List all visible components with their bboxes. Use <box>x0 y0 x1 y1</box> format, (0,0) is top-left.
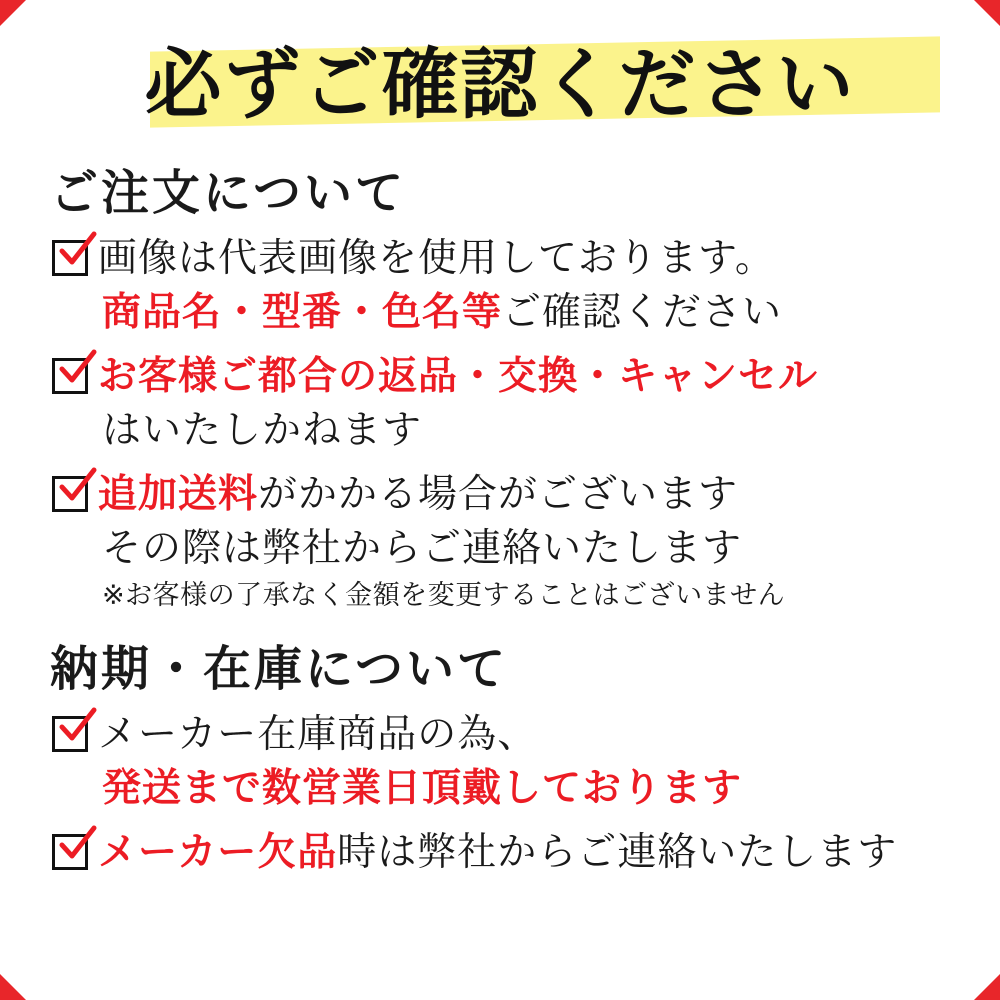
page-title: 必ずご確認ください <box>144 41 856 130</box>
list-item-text <box>98 232 958 340</box>
list-item <box>52 826 958 880</box>
list-item <box>52 232 958 340</box>
list-item-line: 画像は代表画像を使用しております。 <box>98 236 775 281</box>
list-item-line: その際は弊社からご連絡いたします <box>102 526 743 571</box>
plain-text: 時は弊社からご連絡いたします <box>337 830 898 875</box>
list-item-text <box>98 826 958 880</box>
section-heading-orders: ご注文について <box>50 165 407 221</box>
list-item-line <box>98 468 958 522</box>
emphasis-text: メーカー欠品 <box>98 830 338 875</box>
emphasis-text: 商品名・型番・色名等 <box>102 290 503 335</box>
emphasis-text: 追加送料 <box>98 472 259 517</box>
list-item <box>52 708 958 816</box>
list-item-line: お客様ご都合の返品・交換・キャンセル <box>98 354 819 399</box>
section-heading-delivery: 納期・在庫について <box>50 641 509 697</box>
list-item-line: メーカー在庫商品の為、 <box>98 712 538 757</box>
list-item-note: ※お客様の了承なく金額を変更することはございません <box>102 580 786 611</box>
list-item-text <box>98 708 958 816</box>
checkbox-icon <box>52 716 88 752</box>
checkbox-icon <box>52 834 88 870</box>
list-item-line <box>98 826 958 880</box>
list-item-text <box>98 350 958 458</box>
page-title-block <box>42 0 958 142</box>
list-item-text <box>98 468 958 616</box>
list-item <box>52 350 958 458</box>
plain-text: ご確認ください <box>502 290 783 335</box>
checkbox-icon <box>52 240 88 276</box>
corner-decoration-bottom-left <box>0 974 26 1000</box>
checkbox-icon <box>52 476 88 512</box>
checkbox-icon <box>52 358 88 394</box>
list-item-line: はいたしかねます <box>102 408 423 453</box>
list-item <box>52 468 958 616</box>
corner-decoration-top-right <box>974 0 1000 26</box>
corner-decoration-bottom-right <box>974 974 1000 1000</box>
plain-text: がかかる場合がございます <box>258 472 739 517</box>
list-item-line: 発送まで数営業日頂戴しております <box>102 766 743 811</box>
list-item-line <box>102 286 958 340</box>
corner-decoration-top-left <box>0 0 26 26</box>
